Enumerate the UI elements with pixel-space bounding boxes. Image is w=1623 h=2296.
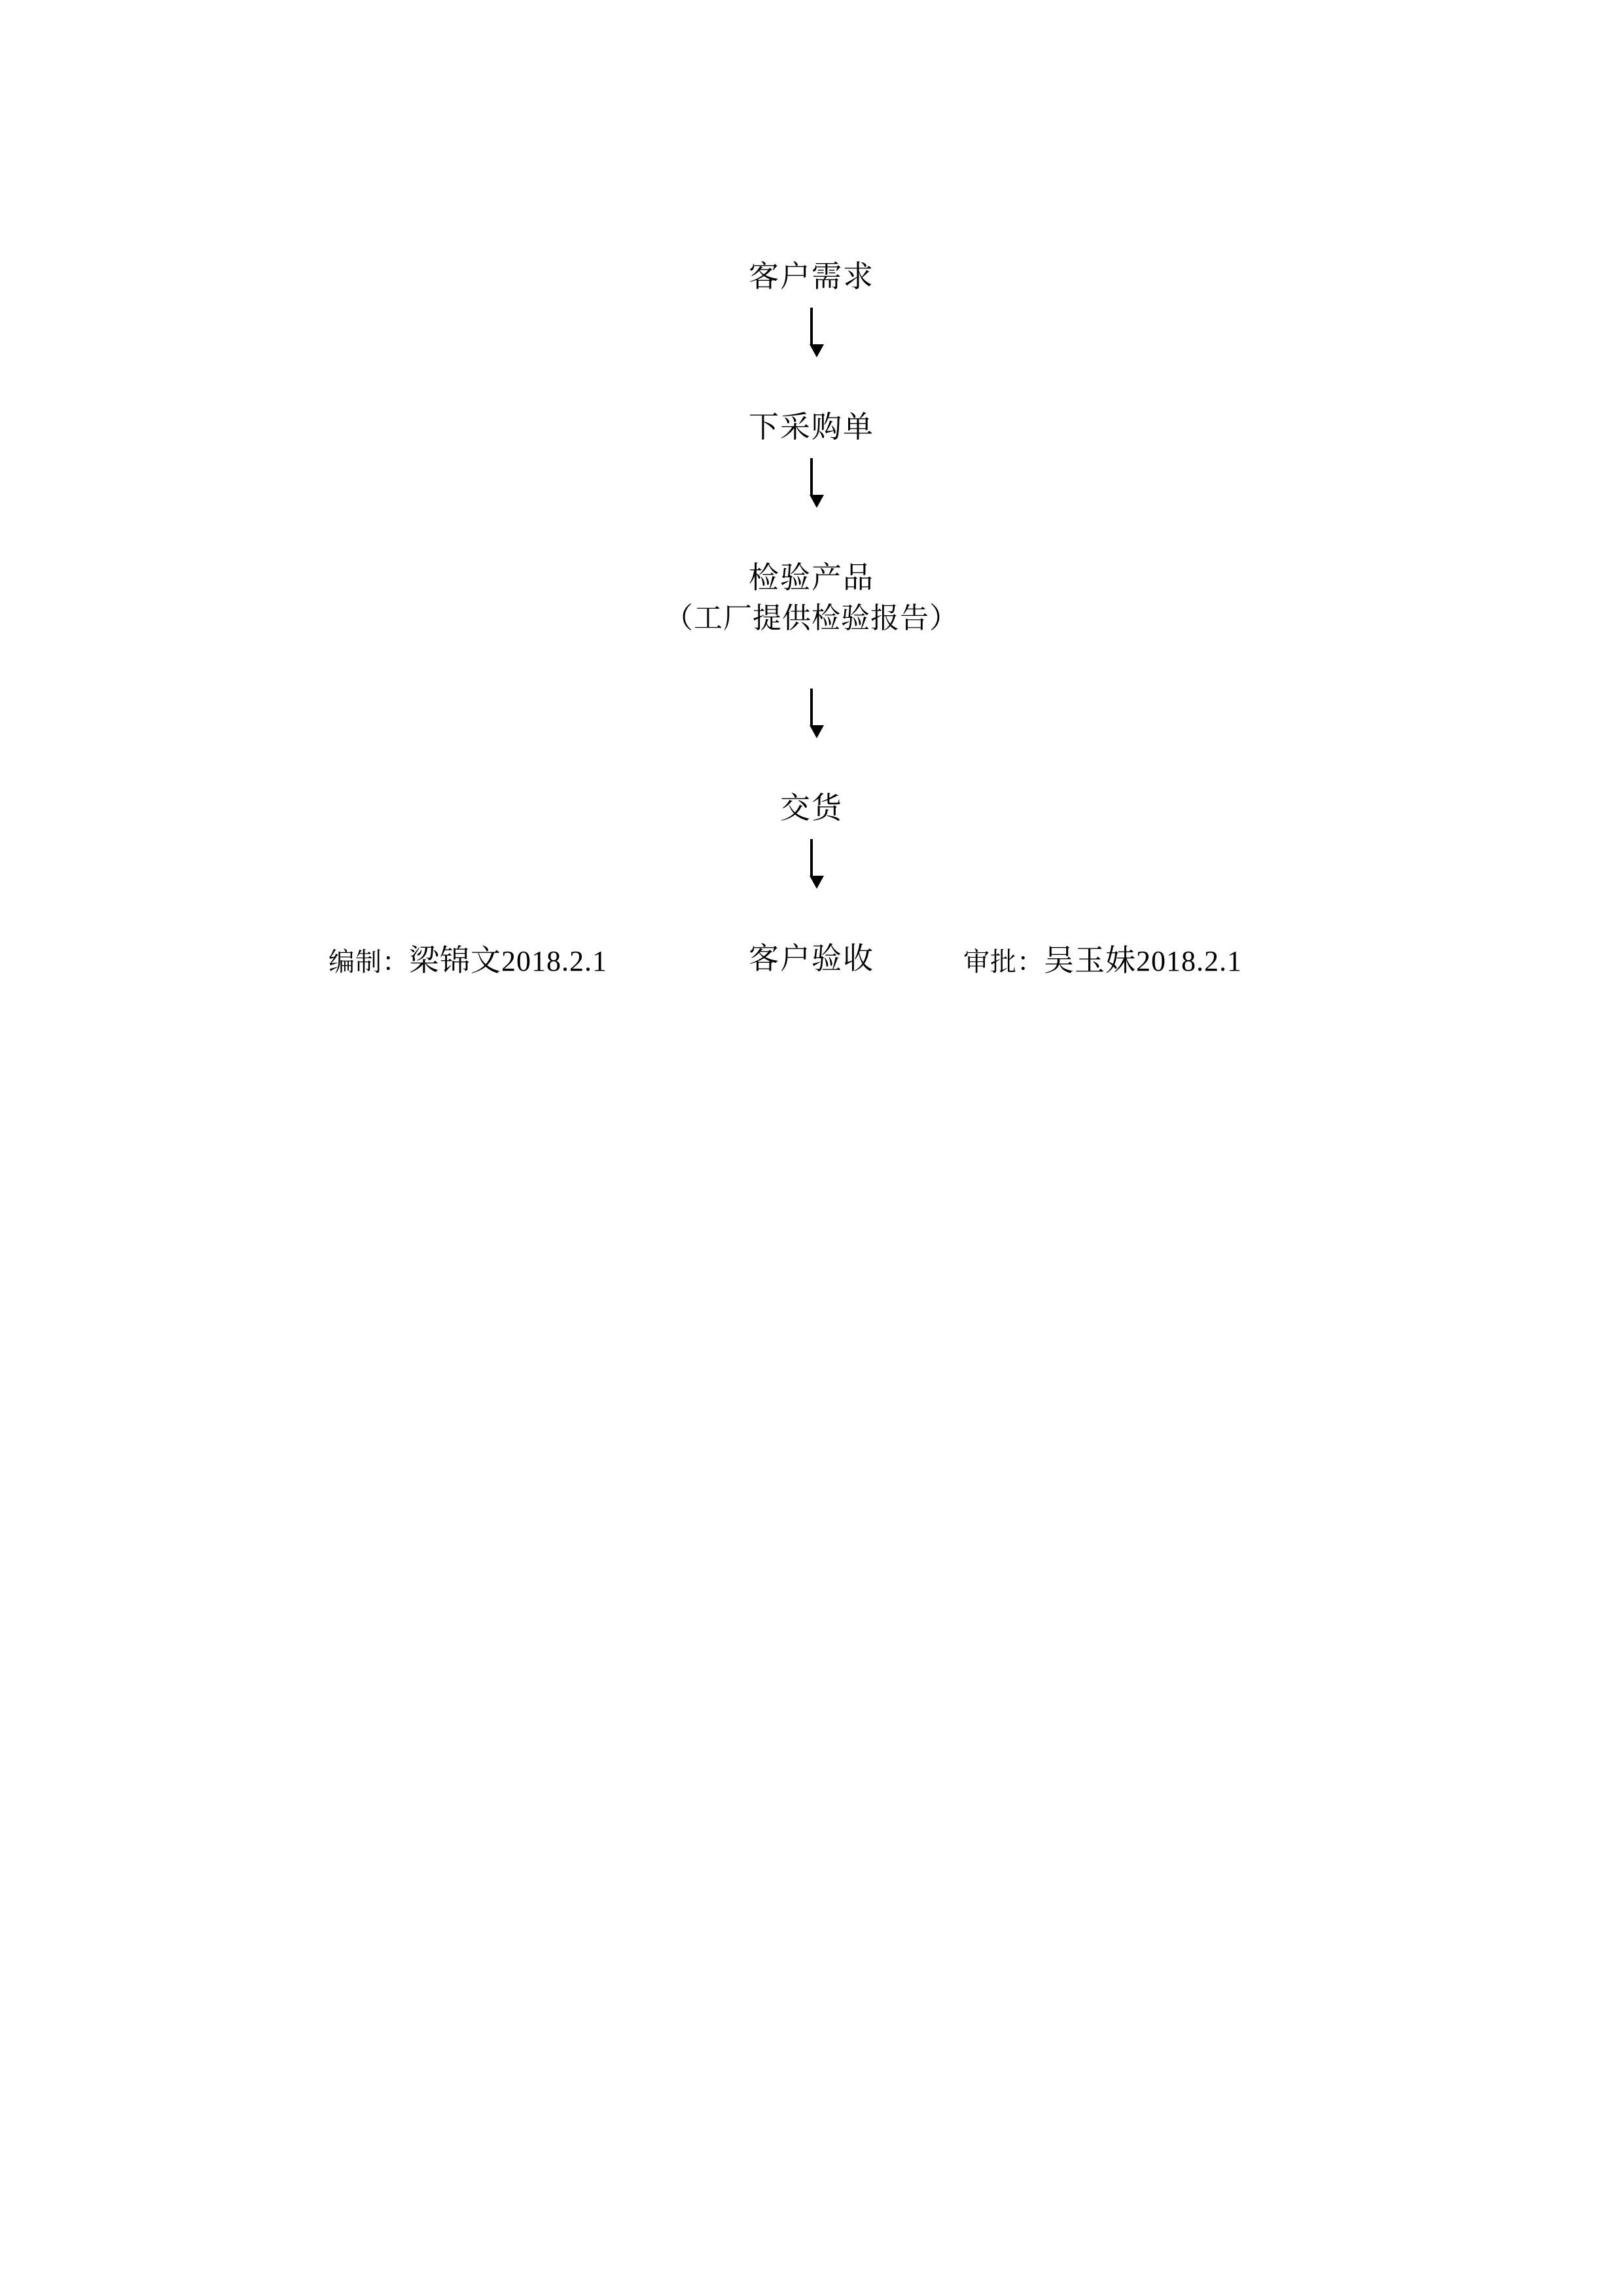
approved-by-date: 2018.2.1 <box>1136 945 1242 977</box>
flow-arrow-4-icon <box>810 839 813 889</box>
flow-node-label: 交货 <box>780 791 843 825</box>
approved-by-name: 吴玉妹 <box>1044 944 1136 977</box>
prepared-by-name: 梁锦文 <box>409 944 501 977</box>
prepared-by-label: 编制： <box>329 947 409 977</box>
prepared-by-date: 2018.2.1 <box>501 945 607 977</box>
flow-node-place-purchase-order <box>749 367 874 448</box>
flow-arrow-3-icon <box>810 689 813 738</box>
signature-approved-by <box>916 903 1242 1013</box>
process-flow-diagram <box>0 216 1623 979</box>
flow-arrow-2-icon <box>810 458 813 508</box>
flow-node-customer-demand <box>749 216 874 297</box>
flow-node-delivery <box>780 747 843 829</box>
flow-arrow-1-icon <box>810 308 813 357</box>
flow-node-label: 客户验收 <box>749 942 874 976</box>
flow-node-label: 下采购单 <box>749 410 874 444</box>
flow-node-label: 检验产品 <box>749 561 874 595</box>
flow-node-inspect-product <box>664 517 959 678</box>
flow-node-sublabel: （工厂提供检验报告） <box>664 601 959 634</box>
signature-prepared-by <box>281 903 607 1013</box>
approved-by-label: 审批： <box>963 947 1044 977</box>
flow-node-label: 客户需求 <box>749 260 874 294</box>
